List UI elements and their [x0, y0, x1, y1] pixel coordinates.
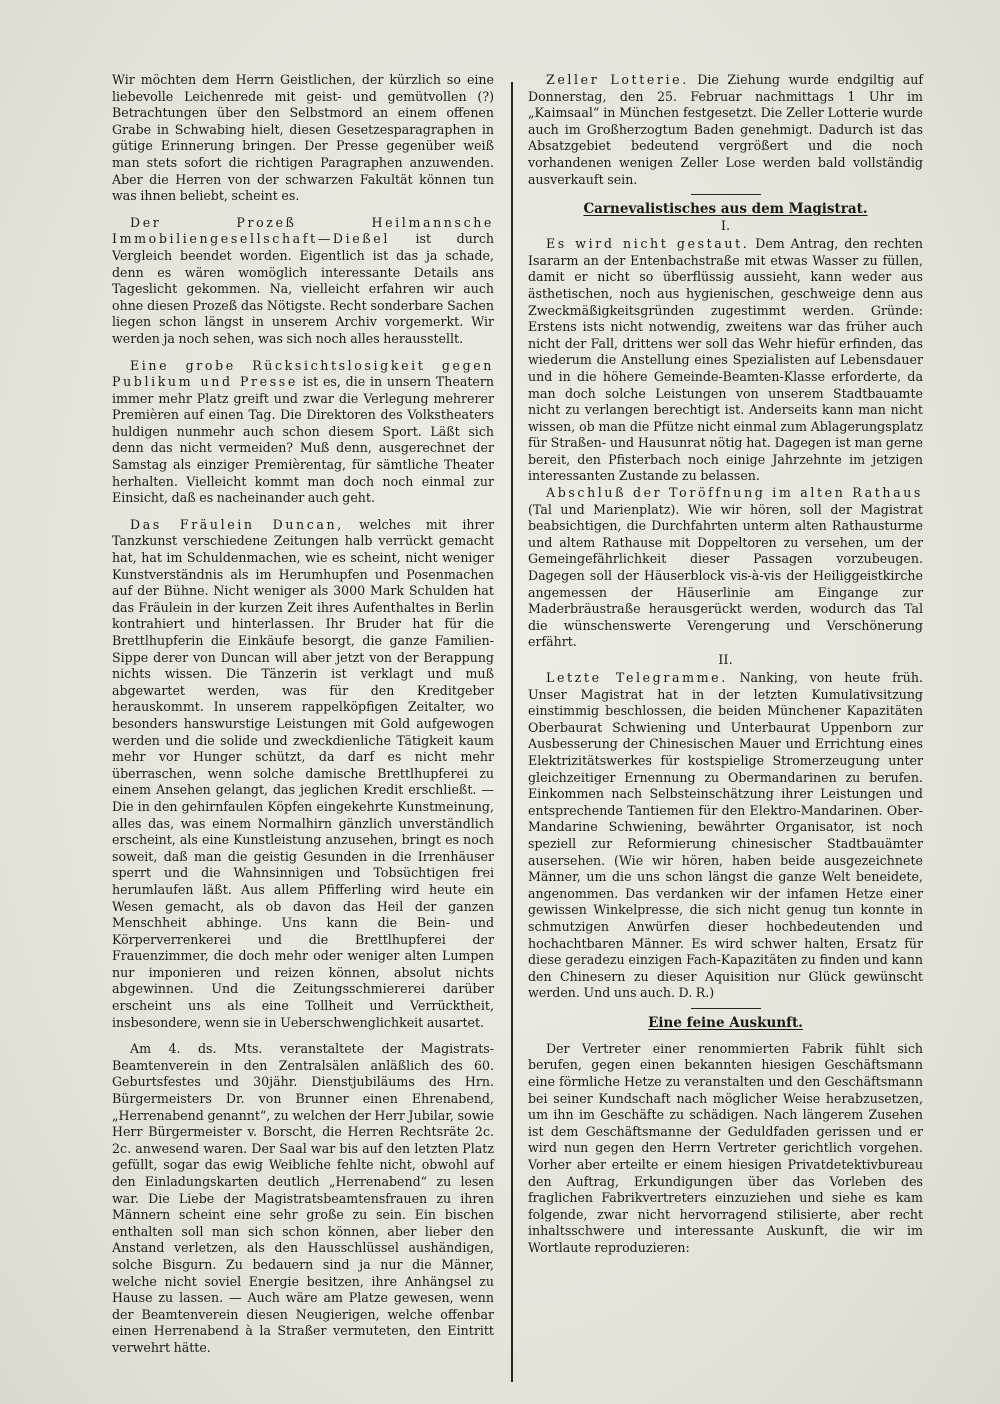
article-beamtenverein: Am 4. ds. Mts. veranstaltete der Magistrats-Beamtenverein in den Zentralsälen anläßlich des 60. Geburtsfestes und 30jähr. Dienstjubiläums des Hrn. Bürgermeisters Dr. von Brunner einen Ehrenabend, „Herrenabend genannt“, zu welchen der Herr Jubilar, sowie Herr Bürgermeister v. Borscht, die Herren Rechtsräte 2c. 2c. anwesend waren. Der Saal war bis auf den letzten Platz gefüllt, sogar das ewig Weibliche fehlte nicht, obwohl auf den Einladungskarten deutlich „Herrenabend“ zu lesen war. Die Liebe der Magistratsbeamtensfrauen zu ihren Männern scheint eine sehr große zu sein. Ein bischen enthalten soll man sich schon können, aber lieber den Anstand verletzen, als den Hausschlüssel aushändigen, solche Bisgurn. Zu bedauern sind ja nur die Männer, welche nicht soviel Energie besitzen, ihre Anhängsel zu Hause zu lassen. — Auch wäre am Platze gewesen, wenn der Beamtenverein diesen Neugierigen, welche offenbar einen Herrenabend à la Straßer vermuteten, den Eintritt verwehrt hätte.: [112, 1041, 494, 1355]
article-prozess-body: ist durch Vergleich beendet worden. Eigentlich ist das ja schade, denn es wären womöglich interessante Details ans Tageslicht gekommen. Na, vielleicht erfahren wir auch ohne diesen Prozeß das Nötigste. Recht sonderbare Sachen liegen schon längst in unserem Archiv vorgemerkt. Wir werden ja noch sehen, was sich noch alles herausstellt.: [112, 231, 494, 346]
article-theater-body: ist es, die in unsern Theatern immer mehr Platz greift und zwar die Verlegung mehrerer Premièren auf einen Tag. Die Direktoren des Volkstheaters huldigen nunmehr auch schon diesem Sport. Läßt sich denn das nicht vermeiden? Muß denn, ausgerechnet der Samstag als einziger Premièrentag, für sämtliche Theater herhalten. Vielleicht kommt man doch noch einmal zur Einsicht, daß es nacheinander auch geht.: [112, 374, 494, 506]
article-lotterie-body: Die Ziehung wurde endgiltig auf Donnerstag, den 25. Februar nachmittags 1 Uhr im „Kaimsaal“ in München festgesetzt. Die Zeller Lotterie wurde auch im Großherzogtum Baden genehmigt. Dadurch ist das Absatzgebiet bedeutend vergrößert und die noch vorhandenen wenigen Zeller Lose werden bald vollständig ausverkauft sein.: [528, 72, 923, 187]
article-prozess: [112, 215, 494, 348]
article-duncan-lead: Das Fräulein Duncan,: [130, 516, 344, 532]
heading-auskunft: Eine feine Auskunft.: [648, 1014, 803, 1031]
section-number-2: II.: [718, 653, 733, 668]
left-column: [112, 72, 494, 1357]
separator-rule: [691, 194, 761, 195]
article-auskunft: Der Vertreter einer renommierten Fabrik fühlt sich berufen, gegen einen bekannten hiesigen Geschäftsmann eine förmliche Hetze zu veranstalten und den Geschäftsmann bei seiner Kundschaft nach möglicher Weise herabzusetzen, um ihn im Geschäfte zu schädigen. Nach längerem Zusehen ist dem Geschäftsmanne der Geduldfaden gerissen und er wird nun gegen den Herrn Vertreter gerichtlich vorgehen. Vorher aber erteilte er einem hiesigen Privatdetektivbureau den Auftrag, Erkundigungen über das Vorleben des fraglichen Fabrikvertreters einzuziehen und siehe es kam folgende, zwar nicht hervorragend stilisierte, aber recht inhaltsschwere und interessante Auskunft, die wir im Wortlaute reproduzieren:: [528, 1040, 923, 1255]
article-telegramme-lead: Letzte Telegramme.: [546, 670, 728, 685]
article-geistlichen: Wir möchten dem Herrn Geistlichen, der kürzlich so eine liebevolle Leichenrede mit geist- und gemütvollen (?) Betrachtungen über den Selbstmord an einem offenen Grabe in Schwabing hielt, diesen Gesetzesparagraphen in gütige Erinnerung bringen. Der Presse gegenüber weiß man stets sofort die richtigen Paragraphen anzuwenden. Aber die Herren von der schwarzen Fakultät können tun was ihnen beliebt, scheint es.: [112, 72, 494, 204]
section-number-1: I.: [720, 219, 731, 235]
right-column: [528, 72, 923, 1257]
article-telegramme: [528, 670, 923, 1002]
article-duncan: [112, 517, 494, 1031]
article-gestaut-body: Dem Antrag, den rechten Isararm an der Entenbachstraße mit etwas Wasser zu füllen, damit er nicht so überflüssig aussieht, kann weder aus ästhetischen, noch aus hygienischen, geschweige denn aus Zweckmäßigkeitsgründen zugestimmt werden. Gründe: Erstens ists nicht notwendig, zweitens war das früher auch nicht der Fall, drittens wer soll das Wehr hiefür erfinden, das wiederum die Anstellung eines Spezialisten auf Lebensdauer und in die höhere Gemeinde-Beamten-Klasse erforderte, da man doch solche Leistungen von unserem Stadtbauamte nicht zu verlangen berechtigt ist. Anderseits kann man nicht wissen, ob man die Pfütze nicht einmal zum Ablagerungsplatz für Straßen- und Hausunrat nötig hat. Dagegen ist man gerne bereit, den Pfisterbach noch einige Jahrzehnte im jetzigen interessanten Zustande zu belassen.: [528, 236, 924, 484]
column-divider: [511, 82, 513, 1382]
separator-rule-2: [691, 1008, 761, 1009]
article-gestaut: [528, 236, 923, 485]
heading-carnevalistisches: Carnevalistisches aus dem Magistrat.: [583, 201, 868, 218]
article-telegramme-body: Nanking, von heute früh. Unser Magistrat hat in der letzten Kumulativsitzung einstimmig beschlossen, die beiden Münchener Kapazitäten Oberbaurat Schwiening und Unterbaurat Uppenborn zur Ausbesserung der Chinesischen Mauer und Errichtung eines Elektrizitätswerkes für kostspielige Stromerzeugung unter gleichzeitiger Ernennung zu Obermandarinen zu berufen. Einkommen nach Selbsteinschätzung ihrer Leistungen und entsprechende Tantiemen für den Elektro-Mandarinen. Ober-Mandarine Schwiening, bewährter Organisator, ist noch speziell zur Reformierung chinesischer Stadtbauämter ausersehen. (Wie wir hören, haben beide ausgezeichnete Männer, um die uns schon längst die ganze Welt beneidete, angenommen. Das verdanken wir der infamen Hetze einer gewissen Winkelpresse, die sich nicht genug tun konnte in schmutzigen Anwürfen dieser hochbedeutenden und hochachtbaren Männer. Es wird schwer halten, Ersatz für diese geradezu einzigen Fach-Kapazitäten zu finden und kann den Chinesern zu dieser Aquisition nur Glück gewünscht werden. Und uns auch. D. R.): [528, 670, 923, 1001]
article-duncan-body: welches mit ihrer Tanzkunst verschiedene Zeitungen halb verrückt gemacht hat, hat im Schuldenmachen, wie es scheint, nicht weniger Kunstverständnis als im Herumhupfen und Posenmachen auf der Bühne. Nicht weniger als 3000 Mark Schulden hat das Fräulein in der kurzen Zeit ihres Aufenthaltes in Berlin kontrahiert und hinterlassen. Ihr Bruder hat für die Brettlhupferin die Einkäufe besorgt, die ganze Familien-Sippe derer von Duncan will aber jetzt von der Berappung nichts wissen. Die Tänzerin ist verklagt und muß abgewartet werden, was für den Kreditgeber herauskommt. In unserem rappelköpfigen Zeitalter, wo besonders hanswurstige Leistungen mit Gold aufgewogen werden und die solide und zweckdienliche Tätigkeit kaum mehr vor Hunger schützt, da darf es nicht mehr überraschen, wenn solche damische Brettlhupferei zu einem Ansehen gelangt, das jeglichen Kredit erschließt. — Die in den gehirnfaulen Köpfen eingekehrte Kunstmeinung, alles das, was einem Normalhirn gänzlich unverständlich erscheint, als eine Kunstleistung anzusehen, bringt es noch soweit, daß man die geistig Gesunden in die Irrenhäuser sperrt und die Wahnsinnigen und Tobsüchtigen frei herumlaufen läßt. Aus allem Pfifferling wird heute ein Wesen gemacht, als ob davon das Heil der ganzen Menschheit abhinge. Uns kann die Bein- und Körperverrenkerei und die Brettlhupferei der Frauenzimmer, die doch mehr oder weniger alten Lumpen nur imponieren und reizen können, absolut nichts abgewinnen. Und die Zeitungsschmiererei darüber erscheint uns als eine Tollheit und Verrücktheit, insbesondere, wenn sie in Ueberschwenglichkeit ausartet.: [112, 516, 494, 1030]
article-gestaut-lead: Es wird nicht gestaut.: [546, 236, 750, 252]
article-theater: [112, 358, 494, 507]
article-prozess-lead: Der Prozeß Heilmannsche Immobiliengesellschaft—Dießel: [112, 214, 494, 247]
article-lotterie-lead: Zeller Lotterie.: [546, 72, 689, 87]
article-rathaus-body: (Tal und Marienplatz). Wie wir hören, soll der Magistrat beabsichtigen, die Durchfahrten unterm alten Rathausturme und altem Rathause mit Doppeltoren zu versehen, um der Gemeingefährlichkeit dieser Passagen vorzubeugen. Dagegen soll der Häuserblock vis-à-vis der Heiliggeistkirche angemessen der Häuserlinie am Eingange zur Maderbräustraße herausgerückt werden, wodurch das Tal die wünschenswerte Verengerung und Verschönerung erfährt.: [528, 501, 923, 650]
article-theater-lead: Eine grobe Rücksichtslosigkeit gegen Publikum und Presse: [112, 357, 494, 390]
article-rathaus-lead: Abschluß der Toröffnung im alten Rathaus: [546, 485, 923, 501]
article-lotterie: [528, 72, 923, 188]
article-rathaus: [528, 485, 923, 651]
